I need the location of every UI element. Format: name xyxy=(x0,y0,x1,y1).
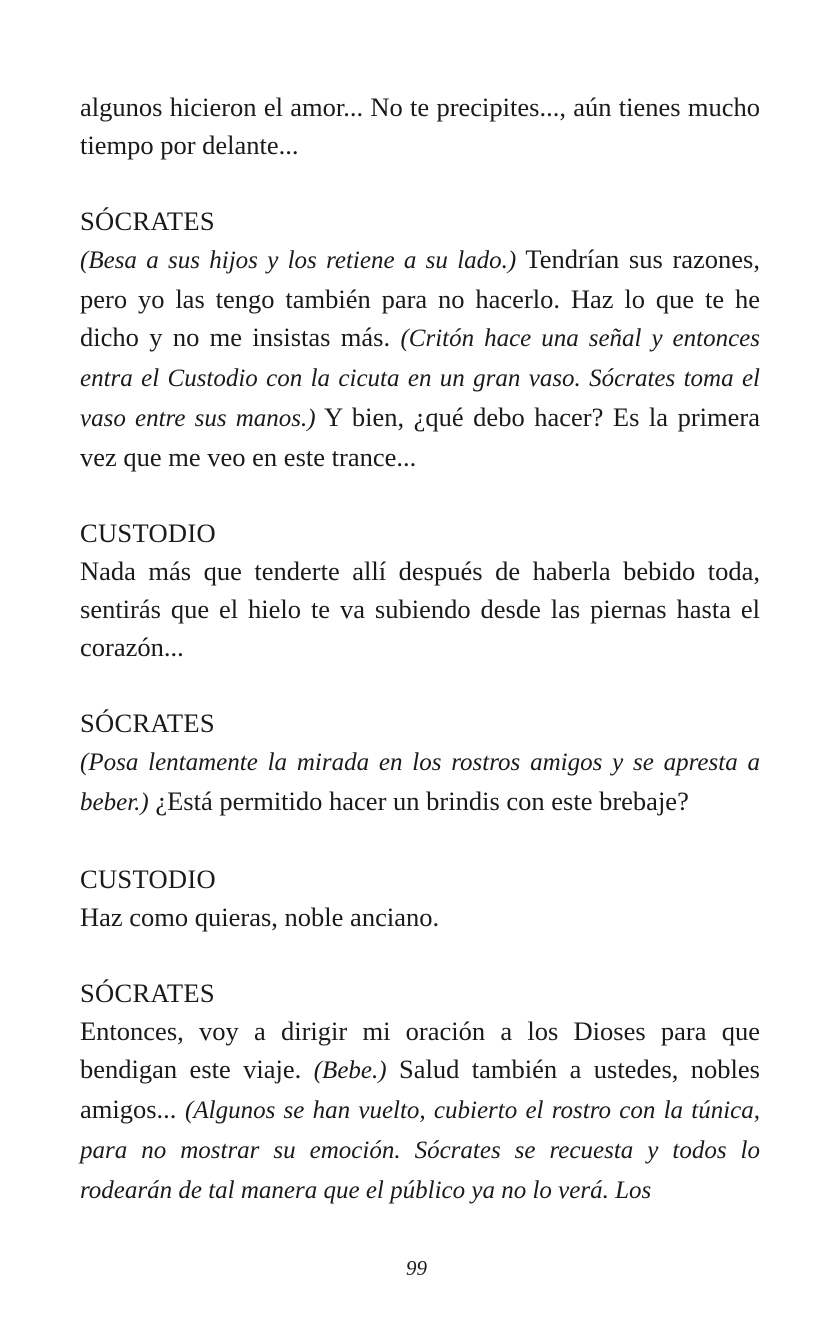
spoken-line: Entonces, voy a dirigir mi oración a los Dioses para que bendigan este viaje. xyxy=(80,1016,760,1084)
speech-text xyxy=(80,1012,760,1210)
speech-text xyxy=(80,240,760,476)
stage-direction: (Besa a sus hijos y los retiene a su lado.) xyxy=(80,247,517,274)
speech-text xyxy=(80,742,760,822)
spoken-line: Tendrían sus razones, pero yo las tengo también para no hacerlo. Haz lo que te he dicho y no me insistas más. xyxy=(80,244,760,352)
speaker-name: SÓCRATES xyxy=(80,206,215,236)
stage-direction: (Bebe.) xyxy=(313,1057,387,1084)
spoken-line: algunos hicieron el amor... No te precipites..., aún tienes mucho tiempo por delante... xyxy=(80,92,760,160)
dialogue-block xyxy=(80,704,760,822)
speech-text xyxy=(80,88,760,164)
speaker-name: SÓCRATES xyxy=(80,708,215,738)
speech-text xyxy=(80,898,760,936)
spoken-line: ¿Está permitido hacer un brindis con este brebaje? xyxy=(148,786,689,816)
dialogue-block xyxy=(80,514,760,666)
page-number: 99 xyxy=(406,1256,427,1280)
dialogue-block xyxy=(80,88,760,164)
dialogue xyxy=(80,88,760,1210)
page-body xyxy=(80,88,760,1210)
stage-direction: (Critón hace una señal y entonces entra el Custodio con la cicuta en un gran vaso. Sócrates toma el vaso entre sus manos.) xyxy=(80,325,760,432)
spoken-line: Y bien, ¿qué debo hacer? Es la primera vez que me veo en este trance... xyxy=(80,402,760,472)
speaker-name: CUSTODIO xyxy=(80,864,216,894)
spoken-line: Salud también a ustedes, nobles amigos... xyxy=(80,1054,760,1124)
speaker-name: CUSTODIO xyxy=(80,518,216,548)
dialogue-block xyxy=(80,202,760,476)
dialogue-block xyxy=(80,860,760,936)
spoken-line: Haz como quieras, noble anciano. xyxy=(80,902,440,932)
speaker-name: SÓCRATES xyxy=(80,978,215,1008)
stage-direction: (Posa lentamente la mirada en los rostros amigos y se apresta a beber.) xyxy=(80,749,760,816)
speech-text xyxy=(80,552,760,666)
stage-direction: (Algunos se han vuelto, cubierto el rostro con la túnica, para no mostrar su emoción. Sócrates se recuesta y todos lo rodearán de tal manera que el público ya no lo verá. Los xyxy=(80,1097,760,1204)
spoken-line: Nada más que tenderte allí después de haberla bebido toda, sentirás que el hielo te va subiendo desde las piernas hasta el corazón... xyxy=(80,556,760,662)
dialogue-block xyxy=(80,974,760,1210)
